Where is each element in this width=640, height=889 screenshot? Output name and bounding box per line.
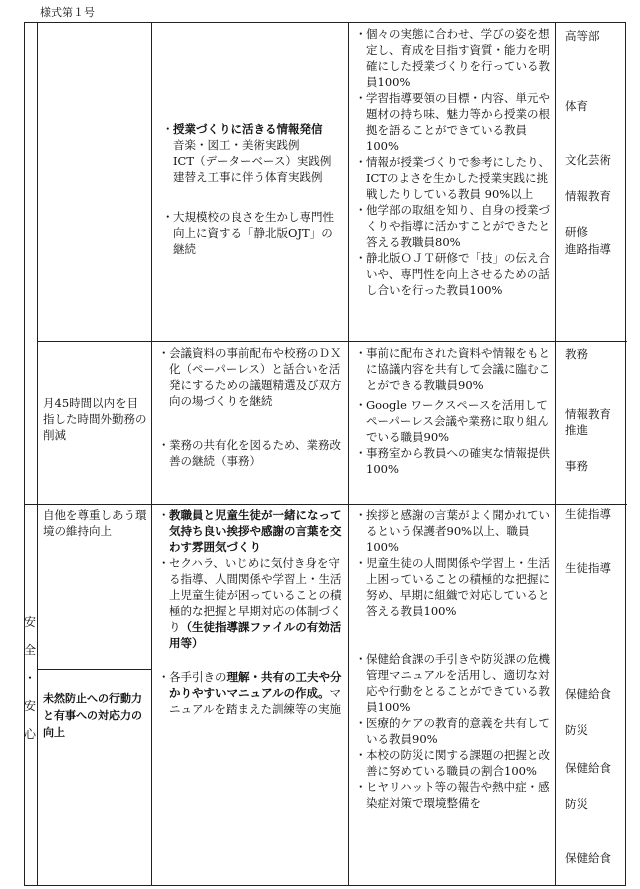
bullet: ・ [355,446,367,460]
s1-measure-2-text: 大規模校の良さを生かし専門性向上に資する「静北版OJT」の継続 [173,210,334,256]
s3-category-char: 全 [23,643,36,657]
s3-measure-2 [158,555,346,651]
s3-measure-1 [158,507,346,555]
s2-indicator-text: Google ワークスペースを活用してペーパーレス会議や業務に取り組んでいる職員90% [366,398,549,444]
s1-indicator [355,250,551,298]
s3-indicator [355,779,551,811]
col-line-1 [37,23,38,885]
s3-measure-3-bold: 理解・共有の工夫や分かりやすいマニュアルの作成。 [169,670,342,700]
s2-indicators [355,345,551,477]
s1-indicator-text: 静北版ＯＪＴ研修で「技」の伝え合いや、専門性を向上させるための話し合いを行った教員100% [366,251,550,297]
bullet: ・ [355,251,367,265]
s2-indicator-text: 事前に配布された資料や情報をもとに協議内容を共有して会議に臨むことができる教職員90% [366,346,550,392]
s3-measure-2-text: セクハラ、いじめに気付き身を守る指導、人間関係や学習上・生活上児童生徒が困っていることの積極的な把握と早期対応の体制づくり [169,556,342,634]
s1-indicators [355,26,551,298]
s1-indicator-text: 情報が授業づくりで参考にしたり、ICTのよさを生かした授業実践に挑戦したりしている教員 90%以上 [366,155,550,201]
s1-dept: 文化芸術 [565,153,611,167]
s3-indicator [355,507,551,555]
s1-indicator [355,26,551,90]
s1-indicator-text: 個々の実態に合わせ、学びの姿を想定し、育成を目指す資質・能力を明確にした授業づくりを行っている教員100% [366,27,550,89]
s1-indicator-text: 他学部の取組を知り、自身の授業づくりや指導に活かすことができたと答える教職員80% [366,203,550,249]
bullet: ・ [158,508,170,522]
s3-measure-2-bold: （生徒指導課ファイルの有効活用等） [169,620,342,650]
s3-dept: 生徒指導 [565,507,611,521]
s1-measure-1-line: 建替え工事に伴う体育実践例 [173,170,323,184]
col-line-3 [348,23,349,885]
s3-indicator [355,715,551,747]
s3-indicator-text: 本校の防災に関する課題の把握と改善に努めている職員の割合100% [366,748,550,778]
row-line-2 [25,504,627,505]
s3-indicator [355,651,551,715]
bullet: ・ [162,210,174,224]
plan-table [24,22,626,886]
s3-category-char: 安 [23,699,36,713]
s1-dept: 体育 [565,99,588,113]
s3-dept: 防災 [565,797,588,811]
bullet: ・ [355,91,367,105]
bullet: ・ [355,556,367,570]
s3-measure-3-post: マニュアルを踏まえた訓練等の実施 [169,686,342,716]
s3-measure-3-pre: 各手引きの [169,670,227,684]
s3-indicators [355,507,551,811]
s3-indicator [355,747,551,779]
s2-indicator [355,397,551,445]
s1-measure-1-line: 音楽・図工・美術実践例 [173,138,300,152]
bullet: ・ [355,652,367,666]
s3-measure-2-body [169,555,346,651]
s2-measure-text: 業務の共有化を図るため、業務改善の継続（事務） [169,438,342,468]
s3-goal-1: 自他を尊重しあう環境の維持向上 [43,508,147,538]
s3-indicator-text: 保健給食課の手引きや防災課の危機管理マニュアルを活用し、適切な対応や行動をとることができている教員100% [366,652,550,714]
bullet: ・ [355,508,367,522]
s2-measure [158,437,346,469]
s2-dept: 教務 [565,347,588,361]
bullet: ・ [355,398,367,412]
s3-category-char: 安 [23,615,36,629]
s3-category-char: 心 [23,727,36,741]
s2-measure-text: 会議資料の事前配布や校務のＤＸ化（ペーパーレス）と話合いを活発にするための議題精選及び双方向の場づくりを継続 [169,346,342,408]
bullet: ・ [355,155,367,169]
s3-dept: 保健給食 [565,761,611,775]
s3-dept: 防災 [565,723,588,737]
s3-category [22,613,38,743]
s2-indicator [355,445,551,477]
s3-dept: 生徒指導 [565,561,611,575]
s2-measures [158,345,346,469]
s1-measures [162,121,344,257]
s2-measure [158,345,346,409]
row-line-1 [37,341,627,342]
s1-dept: 情報教育 [565,189,611,203]
s1-measure-1 [162,121,344,185]
s1-dept: 研修 [565,225,588,239]
s3-category-char: ・ [23,671,36,685]
bullet: ・ [355,203,367,217]
s3-indicator [355,555,551,619]
s2-indicator [355,345,551,393]
s3-measure-1-text: 教職員と児童生徒が一緒になって気持ち良い挨拶や感謝の言葉を交わす雰囲気づくり [169,508,342,554]
bullet: ・ [158,670,170,684]
bullet: ・ [355,780,367,794]
s1-measure-1-line: ICT（データーベース）実践例 [173,154,332,168]
col-line-2 [151,23,152,885]
s1-measure-2 [162,209,344,257]
s1-indicator-text: 学習指導要領の目標・内容、単元や題材の持ち味、魅力等から授業の根拠を語ることができている教員100% [366,91,550,153]
s3-indicator-text: 医療的ケアの教育的意義を共有している教員90% [366,716,550,746]
s3-measures [158,507,346,717]
s3-measure-3-body [169,669,346,717]
s1-measure-1-title: 授業づくりに活きる情報発信 [173,122,323,136]
s2-dept: 事務 [565,459,588,473]
s3-indicator-text: ヒヤリハット等の報告や熱中症・感染症対策で環境整備を [366,780,550,810]
bullet: ・ [355,716,367,730]
s3-measure-3 [158,669,346,717]
bullet: ・ [162,122,174,136]
s1-indicator [355,154,551,202]
s1-indicator [355,202,551,250]
col-line-4 [555,23,556,885]
s1-dept: 進路指導 [565,242,611,256]
s1-dept: 高等部 [565,29,600,43]
row-line-3 [37,669,151,670]
bullet: ・ [355,346,367,360]
s1-indicator [355,90,551,154]
s3-goal-2: 未然防止への行動力と有事への対応力の向上 [43,692,142,739]
s2-indicator-text: 事務室から教員への確実な情報提供100% [366,446,550,476]
s2-dept: 情報教育 [565,407,611,421]
bullet: ・ [158,346,170,360]
bullet: ・ [158,556,170,570]
s2-goal: 月45時間以内を目指した時間外勤務の削減 [43,396,147,442]
form-number: 様式第１号 [40,6,95,19]
s3-dept: 保健給食 [565,851,611,865]
bullet: ・ [355,748,367,762]
s2-dept: 推進 [565,423,588,437]
s3-indicator-text: 児童生徒の人間関係や学習上・生活上困っていることの積極的な把握に努め、早期に組織で対応していると答える教員100% [366,556,550,618]
bullet: ・ [355,27,367,41]
s3-indicator-text: 挨拶と感謝の言葉がよく聞かれているという保護者90%以上、職員100% [366,508,550,554]
s3-dept: 保健給食 [565,687,611,701]
bullet: ・ [158,438,170,452]
